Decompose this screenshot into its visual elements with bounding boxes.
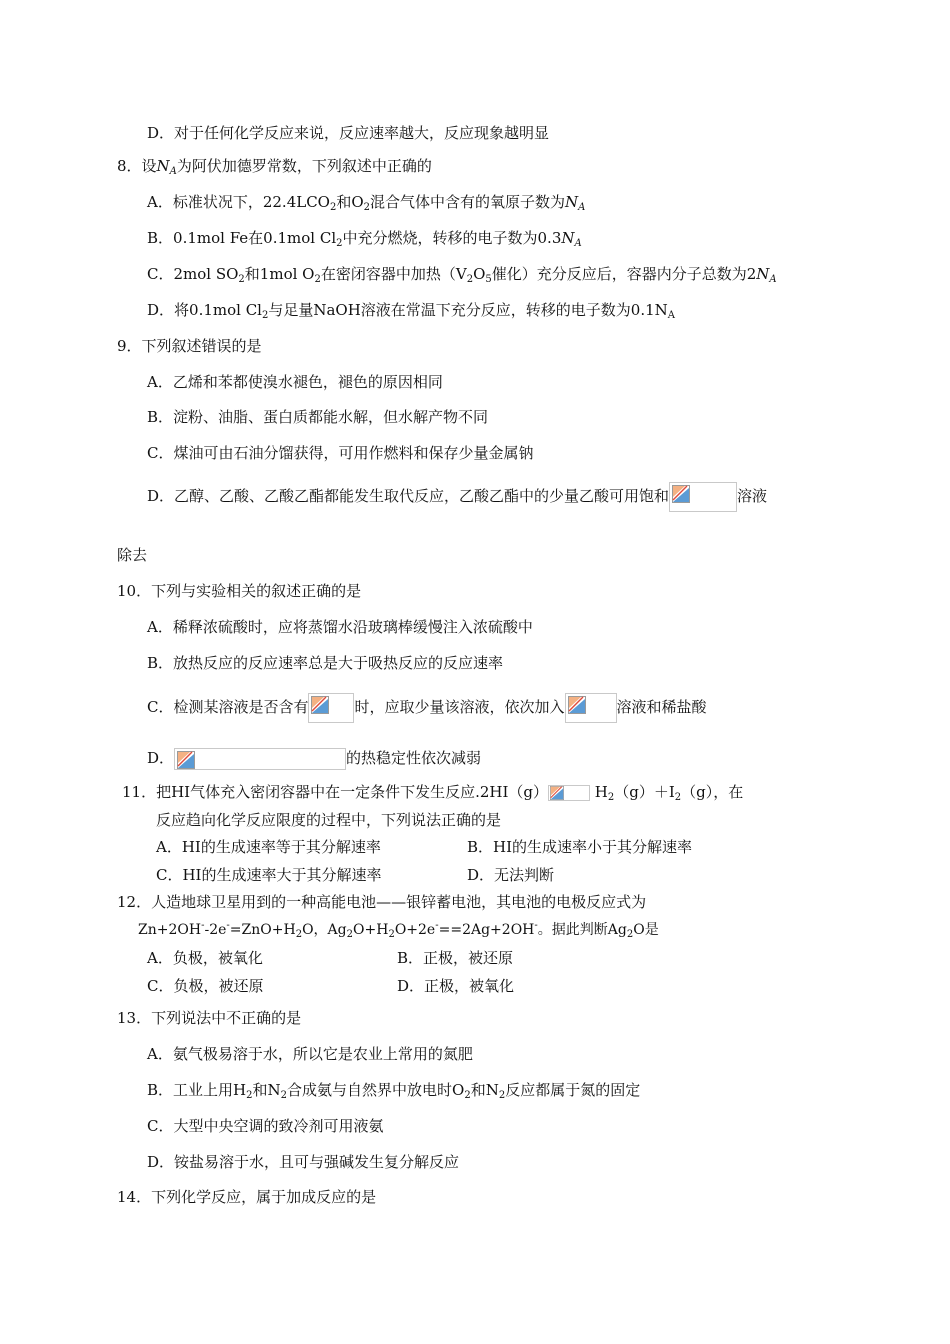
q13-option-b: B．工业上用$H_2$和$N_2$合成氨与自然界中放电时$O_2$和$N_2$反应都属于氮的固定 xyxy=(147,1081,641,1101)
q11-option-c: C．HI的生成速率大于其分解速率 xyxy=(156,866,382,884)
broken-image-icon xyxy=(174,748,346,770)
broken-image-icon xyxy=(669,482,737,512)
broken-image-icon xyxy=(308,693,354,723)
q9-option-c: C．煤油可由石油分馏获得，可用作燃料和保存少量金属钠 xyxy=(147,444,534,462)
q11-option-d: D．无法判断 xyxy=(467,866,555,884)
q11-option-b: B．HI的生成速率小于其分解速率 xyxy=(467,838,693,856)
q14-stem: 14．下列化学反应，属于加成反应的是 xyxy=(117,1188,377,1206)
q10-option-d: D． 的热稳定性依次减弱 xyxy=(147,748,481,770)
q8-option-d: D．将0.1mol $Cl_2$与足量NaOH溶液在常温下充分反应，转移的电子数为$0.1N_A$ xyxy=(147,301,676,321)
q10-option-b: B．放热反应的反应速率总是大于吸热反应的反应速率 xyxy=(147,654,504,672)
q12-option-a: A．负极，被氧化 xyxy=(147,949,263,967)
q9-option-d-continued: 除去 xyxy=(117,546,148,564)
q11-option-a: A．HI的生成速率等于其分解速率 xyxy=(156,838,381,856)
q9-option-a: A．乙烯和苯都使溴水褪色，褪色的原因相同 xyxy=(147,373,443,391)
q12-stem: 12．人造地球卫星用到的一种高能电池——银锌蓄电池，其电池的电极反应式为 xyxy=(117,893,647,911)
q8-option-b: B．0.1mol Fe在0.1mol $Cl_2$中充分燃烧，转移的电子数为$0.3N_A$ xyxy=(147,229,582,249)
q13-option-c: C．大型中央空调的致冷剂可用液氨 xyxy=(147,1117,384,1135)
q11-stem-line1: 11．把HI气体充入密闭容器中在一定条件下发生反应.2HI（g） $H_2(g)+I_2(g)$，在 xyxy=(122,783,744,803)
q13-option-d: D．铵盐易溶于水，且可与强碱发生复分解反应 xyxy=(147,1153,460,1171)
q12-electrode-equations: $Zn+2OH^--2e^-=ZnO+H_2O$，$Ag_2O+H_2O+2e^-==2Ag+2OH^-$。据此判断$Ag_2O$是 xyxy=(138,920,659,940)
q13-option-a: A．氨气极易溶于水，所以它是农业上常用的氮肥 xyxy=(147,1045,473,1063)
q10-option-a: A．稀释浓硫酸时，应将蒸馏水沿玻璃棒缓慢注入浓硫酸中 xyxy=(147,618,533,636)
q8-option-c: C．2mol $SO_2$和1mol $O_2$在密闭容器中加热（$V_2O_5$催化）充分反应后，容器内分子总数为$2N_A$ xyxy=(147,265,777,285)
broken-image-icon xyxy=(548,785,590,801)
q9-stem: 9．下列叙述错误的是 xyxy=(117,337,262,355)
q8-option-a: A．标准状况下，$22.4LCO_2$和$O_2$混合气体中含有的氧原子数为$N_A$ xyxy=(147,193,586,213)
broken-image-icon xyxy=(565,693,617,723)
q9-option-b: B．淀粉、油脂、蛋白质都能水解，但水解产物不同 xyxy=(147,408,489,426)
q7-option-d: D．对于任何化学反应来说，反应速率越大，反应现象越明显 xyxy=(147,124,550,142)
q13-stem: 13．下列说法中不正确的是 xyxy=(117,1009,302,1027)
q11-stem-line2: 反应趋向化学反应限度的过程中，下列说法正确的是 xyxy=(156,811,502,829)
q10-option-c: C．检测某溶液是否含有 时，应取少量该溶液，依次加入 溶液和稀盐酸 xyxy=(147,693,707,723)
q12-option-c: C．负极，被还原 xyxy=(147,977,264,995)
q12-option-d: D．正极，被氧化 xyxy=(397,977,515,995)
q8-stem: 8．设$N_A$为阿伏加德罗常数，下列叙述中正确的 xyxy=(117,157,432,177)
q9-option-d: D．乙醇、乙酸、乙酸乙酯都能发生取代反应，乙酸乙酯中的少量乙酸可用饱和 溶液 xyxy=(147,482,767,512)
q10-stem: 10．下列与实验相关的叙述正确的是 xyxy=(117,582,362,600)
q12-option-b: B．正极，被还原 xyxy=(397,949,514,967)
